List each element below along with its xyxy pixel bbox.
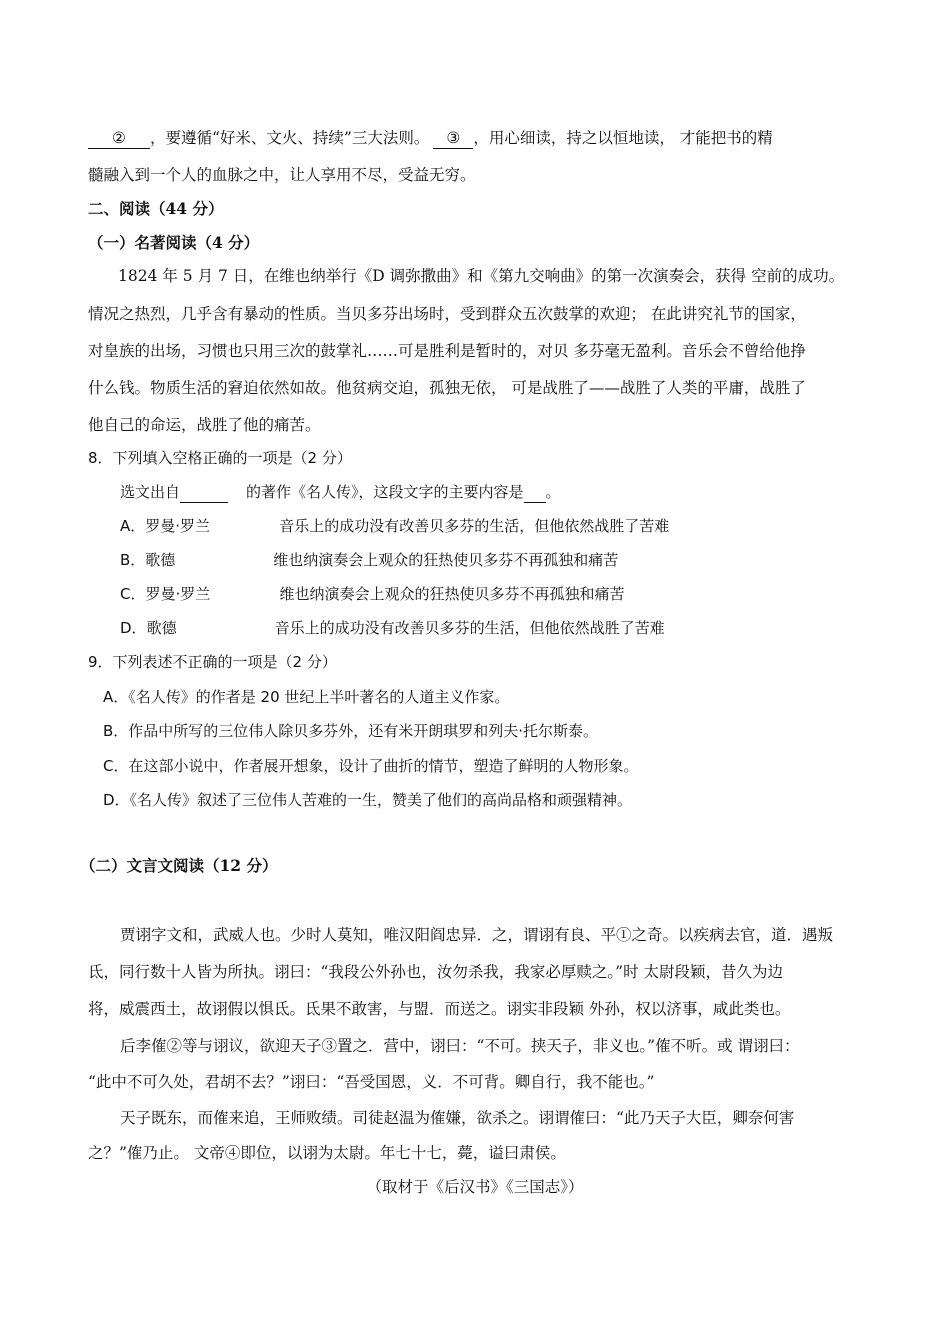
passage1-line: 1824 年 5 月 7 日，在维也纳举行《D 调弥撒曲》和《第九交响曲》的第一次演奏会，获得 空前的成功。 [118, 267, 845, 285]
option-content: 音乐上的成功没有改善贝多芬的生活，但他依然战胜了苦难 [274, 619, 665, 637]
option-letter: B． [120, 551, 146, 569]
option-content: 维也纳演奏会上观众的狂热使贝多芬不再孤独和痛苦 [273, 551, 619, 569]
passage1-line: 对皇族的出场，习惯也只用三次的鼓掌礼……可是胜利是暂时的，对贝 多芬毫无盈利。音乐会不曾给他挣 [88, 342, 806, 360]
intro-line-1-tail: ，用心细读，持之以恒地读， 才能把书的精 [473, 129, 773, 147]
section-2-title: 二、阅读（44 分） [88, 199, 224, 218]
option-letter: A． [120, 517, 146, 535]
blank-3: ③ [433, 128, 473, 149]
option-author: 罗曼·罗兰 [145, 517, 211, 535]
q9-option: B．作品中所写的三位伟人除贝多芬外，还有米开朗琪罗和列夫·托尔斯泰。 [103, 722, 599, 740]
q8-prompt-c: 。 [545, 483, 561, 501]
passage2-line: 将，威震西土，故诩假以惧氐。氐果不敢害，与盟．而送之。诩实非段颖 外孙，权以济事，咸此类也。 [88, 1000, 791, 1018]
q8-prompt [120, 482, 561, 503]
part-1-title: （一）名著阅读（4 分） [88, 233, 260, 252]
passage2-line: 后李傕②等与诩议，欲迎天子③置之．营中，诩曰：“不可。挟天子，非义也。”傕不听。或 谓诩曰： [120, 1037, 800, 1055]
passage2-line: 天子既东，而傕来追，王师败绩。司徒赵温为傕嫌，欲杀之。诩谓傕曰：“此乃天子大臣，卿奈何害 [120, 1109, 795, 1127]
option-content: 音乐上的成功没有改善贝多芬的生活，但他依然战胜了苦难 [279, 517, 670, 535]
source-citation: （取材于《后汉书》《三国志》） [366, 1178, 584, 1196]
q9-option: A．《名人传》的作者是 20 世纪上半叶著名的人道主义作家。 [103, 688, 510, 706]
q9-option: D．《名人传》叙述了三位伟人苦难的一生，赞美了他们的高尚品格和顽强精神。 [103, 791, 633, 809]
q8-option-a [120, 516, 669, 536]
passage2-line: 之？”傕乃止。 文帝④即位，以诩为太尉。年七十七，薨，谥曰肃侯。 [88, 1144, 566, 1162]
intro-line-1 [88, 128, 773, 149]
option-author: 歌德 [146, 619, 177, 637]
q8-prompt-a: 选文出自 [120, 483, 181, 501]
passage2-line: 氐，同行数十人皆为所执。诩曰：“我段公外孙也，汝勿杀我，我家必厚赎之。”时 太尉段颖，昔久为边 [88, 963, 784, 981]
blank-content [524, 482, 546, 503]
passage2-line: “此中不可久处，君胡不去？”诩曰：“吾受国恩，义．不可背。卿自行，我不能也。” [88, 1073, 655, 1091]
passage1-line: 情况之热烈，几乎含有暴动的性质。当贝多芬出场时，受到群众五次鼓掌的欢迎； 在此讲究礼节的国家， [88, 305, 806, 323]
q8-option-b [120, 550, 618, 570]
intro-line-1-text: ，要遵循“好米、文火、持续”三大法则。 [150, 129, 430, 147]
passage1-line: 什么钱。物质生活的窘迫依然如故。他贫病交迫，孤独无依， 可是战胜了——战胜了人类的平庸，战胜了 [88, 379, 806, 397]
passage1-line: 他自己的命运，战胜了他的痛苦。 [88, 416, 321, 434]
option-content: 维也纳演奏会上观众的狂热使贝多芬不再孤独和痛苦 [279, 585, 625, 603]
blank-author [180, 482, 228, 503]
q8-option-d [120, 618, 665, 638]
q9-option: C．在这部小说中，作者展开想象，设计了曲折的情节，塑造了鲜明的人物形象。 [103, 757, 639, 775]
blank-2: ② [88, 128, 150, 149]
option-letter: C． [120, 585, 146, 603]
q8-prompt-b: 的著作《名人传》，这段文字的主要内容是 [246, 483, 524, 501]
option-letter: D． [120, 619, 147, 637]
passage2-line: 贾诩字文和，武威人也。少时人莫知，唯汉阳阎忠异．之，谓诩有良、平①之奇。以疾病去官，道．遇叛 [120, 926, 834, 944]
option-author: 歌德 [145, 551, 176, 569]
q8-option-c [120, 584, 625, 604]
q8-stem: 8．下列填入空格正确的一项是（2 分） [88, 449, 352, 467]
intro-line-2: 髓融入到一个人的血脉之中，让人享用不尽，受益无穷。 [88, 166, 476, 184]
part-2-title: （二）文言文阅读（12 分） [80, 856, 278, 875]
q9-stem: 9．下列表述不正确的一项是（2 分） [88, 653, 337, 671]
option-author: 罗曼·罗兰 [145, 585, 211, 603]
